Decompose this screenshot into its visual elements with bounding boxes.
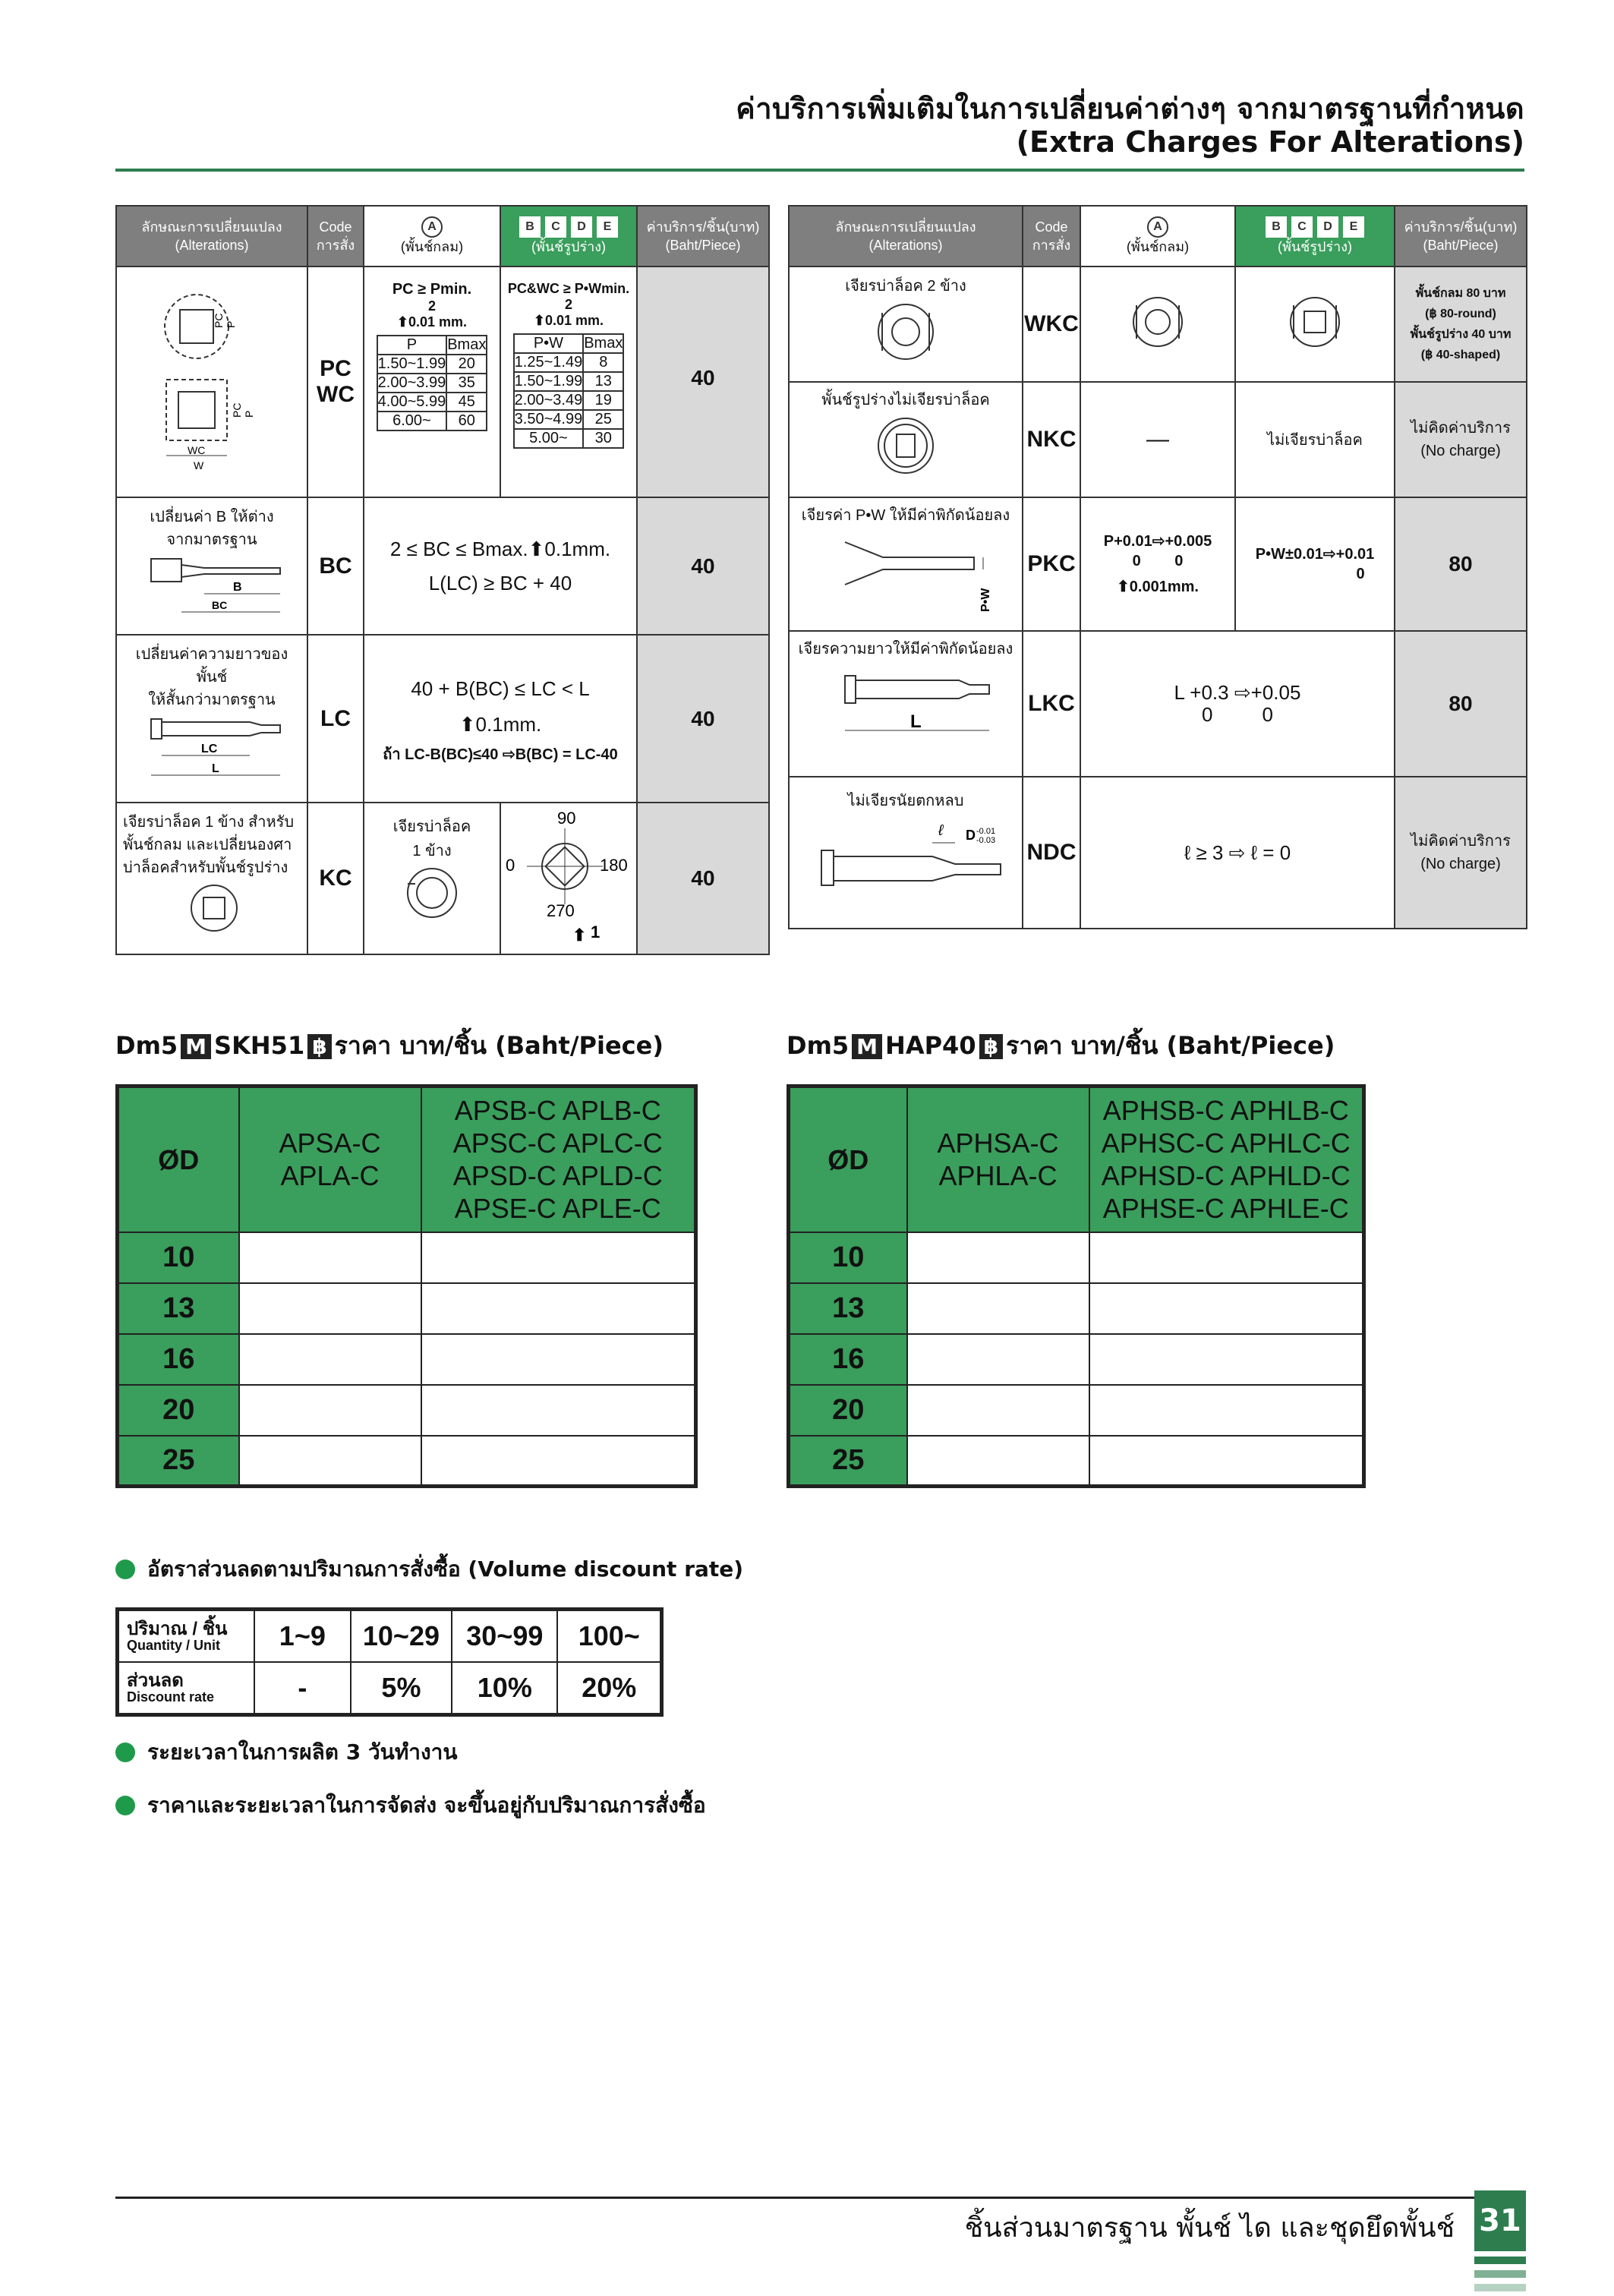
volume-discount-heading: อัตราส่วนลดตามปริมาณการสั่งซื้อ (Volume discount rate) — [115, 1553, 743, 1586]
alterations-table-left — [115, 205, 770, 955]
pc-diagram-cell — [116, 266, 307, 497]
table-row: 20 — [789, 1385, 907, 1436]
up-arrow-icon: ⬆ — [572, 926, 587, 945]
charge-pkc: 80 — [1395, 497, 1527, 631]
price-left-title: Dm5 M SKH51 ฿ ราคา บาท/ชิ้น (Baht/Piece) — [115, 1031, 664, 1060]
alterations-table-right — [788, 205, 1527, 929]
nkc-desc: พั้นช์รูปร่างไม่เจียรบ่าล็อค — [789, 382, 1023, 497]
ndc-spec: ℓ ≥ 3 ⇨ ℓ = 0 — [1080, 777, 1395, 929]
title-divider — [115, 169, 1524, 172]
qty-cell: 100~ — [557, 1610, 661, 1663]
wkc-diagram — [872, 298, 940, 366]
code-nkc: NKC — [1023, 382, 1080, 497]
charge-kc: 40 — [637, 803, 769, 954]
pc-shaped-spec: PC&WC ≥ P•Wmin. 2 ⬆0.01 mm. P•W Bmax 1.25~1.49 8 1.50~1.99 13 2.00~3.49 19 3.50~4.99 25 5.00~ 30 — [500, 266, 637, 497]
pc-label-1: PC — [213, 313, 225, 328]
wkc-shaped — [1235, 266, 1395, 382]
svg-text:ℓ: ℓ — [938, 822, 944, 839]
table-row: 16 — [118, 1334, 239, 1385]
page-stripe — [1474, 2257, 1526, 2264]
lkc-diagram — [807, 661, 1004, 744]
svg-text:LC: LC — [201, 743, 218, 755]
kc-round-spec: เจียรบ่าล็อค 1 ข้าง — [364, 803, 500, 954]
arrow-right-icon: ⇨ — [1152, 533, 1165, 550]
up-arrow-icon: ⬆ — [528, 538, 545, 561]
bc-desc: เปลี่ยนค่า B ให้ต่าง จากมาตรฐาน B BC — [116, 497, 307, 635]
up-arrow-icon: ⬆ — [396, 314, 409, 330]
code-pkc: PKC — [1023, 497, 1080, 631]
header-shaped-punch-r: B C D E (พั้นช์รูปร่าง) — [1235, 206, 1395, 266]
arrow-right-icon: ⇨ — [1234, 681, 1251, 705]
svg-text:90: 90 — [557, 809, 576, 828]
col-diameter: ØD — [118, 1086, 239, 1232]
up-arrow-icon: ⬆ — [1117, 579, 1130, 595]
bullet-icon — [115, 1796, 135, 1815]
charge-wkc: พั้นช์กลม 80 บาท (฿ 80-round) พั้นช์รูปร่าง 40 บาท (฿ 40-shaped) — [1395, 266, 1527, 382]
col-apsa: APSA-C APLA-C — [239, 1086, 421, 1232]
kc-shaped-spec — [500, 803, 637, 954]
wkc-shaped-diagram — [1285, 292, 1345, 352]
nkc-shaped: ไม่เจียรบ่าล็อค — [1235, 382, 1395, 497]
discount-label: ส่วนลด Discount rate — [118, 1662, 254, 1715]
wkc-round — [1080, 266, 1235, 382]
wkc-desc: เจียรบ่าล็อค 2 ข้าง — [789, 266, 1023, 382]
lkc-spec: L +0.3 ⇨+0.05 0 0 — [1080, 631, 1395, 777]
code-bc: BC — [307, 497, 364, 635]
page-number: 31 — [1474, 2190, 1526, 2251]
table-row: 13 — [789, 1283, 907, 1334]
bc-diagram — [136, 551, 288, 620]
table-row: 20 — [118, 1385, 239, 1436]
p-label-1: P — [225, 320, 237, 328]
ndc-desc: ไม่เจียรนัยตกหลบ ℓ D -0.01 -0.03 — [789, 777, 1023, 929]
table-row: 10 — [789, 1232, 907, 1283]
lc-diagram — [136, 711, 288, 787]
qty-cell: 10~29 — [351, 1610, 452, 1663]
arrow-right-icon: ⇨ — [502, 746, 515, 764]
page-title-english: (Extra Charges For Alterations) — [1016, 125, 1524, 159]
svg-text:D: D — [966, 828, 976, 843]
wc-label: WC — [188, 444, 206, 456]
note-price-delivery: ราคาและระยะเวลาในการจัดส่ง จะขึ้นอยู่กับปริมาณการสั่งซื้อ — [115, 1789, 706, 1822]
header-shaped-punch: B C D E (พั้นช์รูปร่าง) — [500, 206, 637, 266]
pkc-diagram — [807, 527, 1004, 618]
table-row: 13 — [118, 1283, 239, 1334]
code-wkc: WKC — [1023, 266, 1080, 382]
price-table-right — [787, 1084, 1366, 1488]
arrow-right-icon: ⇨ — [1322, 546, 1336, 563]
footer-text: ชิ้นส่วนมาตรฐาน พั้นช์ ได และชุดยึดพั้นช์ — [964, 2212, 1455, 2244]
code-kc: KC — [307, 803, 364, 954]
svg-text:B: B — [233, 581, 242, 594]
pkc-shaped: P•W±0.01⇨+0.01 0 — [1235, 497, 1395, 631]
page-stripe — [1474, 2284, 1526, 2291]
volume-discount-table — [115, 1607, 664, 1717]
code-pc-wc: PC WC — [307, 266, 364, 497]
w-label: W — [194, 459, 204, 472]
lc-spec: 40 + B(BC) ≤ LC < L ⬆0.1mm. ถ้า LC-B(BC)≤40 ⇨B(BC) = LC-40 — [364, 635, 637, 803]
table-row: 16 — [789, 1334, 907, 1385]
charge-pc: 40 — [637, 266, 769, 497]
charge-bc: 40 — [637, 497, 769, 635]
pc-wc-diagram — [136, 273, 288, 486]
svg-text:270: 270 — [547, 901, 575, 920]
col-aphsb: APHSB-C APHLB-C APHSC-C APHLC-C APHSD-C APHLD-C APHSE-C APHLE-C — [1089, 1086, 1364, 1232]
up-arrow-icon: ⬆ — [459, 712, 476, 736]
qty-cell: 1~9 — [254, 1610, 351, 1663]
price-table-left — [115, 1084, 698, 1488]
svg-text:P•W: P•W — [979, 588, 992, 612]
kc-round-diagram — [402, 863, 462, 923]
nkc-round: — — [1080, 382, 1235, 497]
charge-lc: 40 — [637, 635, 769, 803]
pkc-desc: เจียรค่า P•W ให้มีค่าพิกัดน้อยลง P•W — [789, 497, 1023, 631]
discount-cell: 10% — [452, 1662, 557, 1715]
p-label-2: P — [243, 410, 255, 418]
code-ndc: NDC — [1023, 777, 1080, 929]
nkc-diagram — [872, 412, 940, 480]
header-round-punch: A (พั้นช์กลม) — [364, 206, 500, 266]
svg-text:180: 180 — [600, 856, 628, 875]
header-charge-r: ค่าบริการ/ชิ้น(บาท) (Baht/Piece) — [1395, 206, 1527, 266]
svg-text:BC: BC — [212, 599, 228, 611]
pc-round-spec: PC ≥ Pmin. 2 ⬆0.01 mm. P Bmax 1.50~1.99 20 2.00~3.99 35 4.00~5.99 45 6.00~ 60 — [364, 266, 500, 497]
discount-cell: - — [254, 1662, 351, 1715]
svg-text:L: L — [212, 762, 219, 775]
header-code-r: Code การสั่ง — [1023, 206, 1080, 266]
wkc-round-diagram — [1127, 292, 1188, 352]
bullet-icon — [115, 1560, 135, 1579]
svg-text:L: L — [910, 711, 922, 732]
qty-cell: 30~99 — [452, 1610, 557, 1663]
kc-diagram — [169, 879, 260, 932]
table-row: 25 — [789, 1436, 907, 1487]
arrow-right-icon: ⇨ — [1228, 840, 1246, 864]
table-row: 25 — [118, 1436, 239, 1487]
bullet-icon — [115, 1742, 135, 1762]
pkc-round: P+0.01⇨+0.005 0 0 ⬆0.001mm. — [1080, 497, 1235, 631]
lkc-desc: เจียรความยาวให้มีค่าพิกัดน้อยลง L — [789, 631, 1023, 777]
svg-text:-0.03: -0.03 — [976, 836, 996, 845]
table-row: 10 — [118, 1232, 239, 1283]
header-charge: ค่าบริการ/ชิ้น(บาท) (Baht/Piece) — [637, 206, 769, 266]
footer-divider — [115, 2197, 1474, 2199]
note-production-time: ระยะเวลาในการผลิต 3 วันทำงาน — [115, 1736, 458, 1769]
pcwc-bmax-table: P•W Bmax 1.25~1.49 8 1.50~1.99 13 2.00~3.49 19 3.50~4.99 25 5.00~ 30 — [514, 335, 623, 446]
up-arrow-icon: ⬆ — [533, 313, 546, 328]
ndc-diagram — [803, 812, 1008, 904]
lc-desc: เปลี่ยนค่าความยาวของพั้นช์ ให้สั้นกว่ามาตรฐาน LC L — [116, 635, 307, 803]
kc-desc: เจียรบ่าล็อค 1 ข้าง สำหรับ พั้นช์กลม และเปลี่ยนองศา บ่าล็อคสำหรับพั้นช์รูปร่าง — [116, 803, 307, 954]
pc-bmax-table: P Bmax 1.50~1.99 20 2.00~3.99 35 4.00~5.99 45 6.00~ 60 — [377, 336, 487, 429]
pc-label-2: PC — [231, 402, 243, 418]
page-stripe — [1474, 2270, 1526, 2278]
header-code: Code การสั่ง — [307, 206, 364, 266]
price-right-title: Dm5 M HAP40 ฿ ราคา บาท/ชิ้น (Baht/Piece) — [787, 1031, 1335, 1060]
charge-ndc: ไม่คิดค่าบริการ (No charge) — [1395, 777, 1527, 929]
header-round-punch-r: A (พั้นช์กลม) — [1080, 206, 1235, 266]
header-alterations: ลักษณะการเปลี่ยนแปลง (Alterations) — [116, 206, 307, 266]
qty-label: ปริมาณ / ชิ้น Quantity / Unit — [118, 1610, 254, 1663]
kc-angle-diagram — [504, 804, 633, 948]
svg-text:-0.01: -0.01 — [976, 827, 996, 836]
svg-text:1: 1 — [591, 922, 601, 941]
col-aphsa: APHSA-C APHLA-C — [907, 1086, 1089, 1232]
discount-cell: 20% — [557, 1662, 661, 1715]
charge-lkc: 80 — [1395, 631, 1527, 777]
discount-cell: 5% — [351, 1662, 452, 1715]
header-alterations-r: ลักษณะการเปลี่ยนแปลง (Alterations) — [789, 206, 1023, 266]
bc-spec: 2 ≤ BC ≤ Bmax.⬆0.1mm. L(LC) ≥ BC + 40 — [364, 497, 637, 635]
col-apsb: APSB-C APLB-C APSC-C APLC-C APSD-C APLD-C APSE-C APLE-C — [421, 1086, 696, 1232]
charge-nkc: ไม่คิดค่าบริการ (No charge) — [1395, 382, 1527, 497]
svg-text:0: 0 — [506, 856, 515, 875]
col-diameter-r: ØD — [789, 1086, 907, 1232]
code-lc: LC — [307, 635, 364, 803]
page-title-thai: ค่าบริการเพิ่มเติมในการเปลี่ยนค่าต่างๆ จากมาตรฐานที่กำหนด — [736, 92, 1524, 125]
code-lkc: LKC — [1023, 631, 1080, 777]
